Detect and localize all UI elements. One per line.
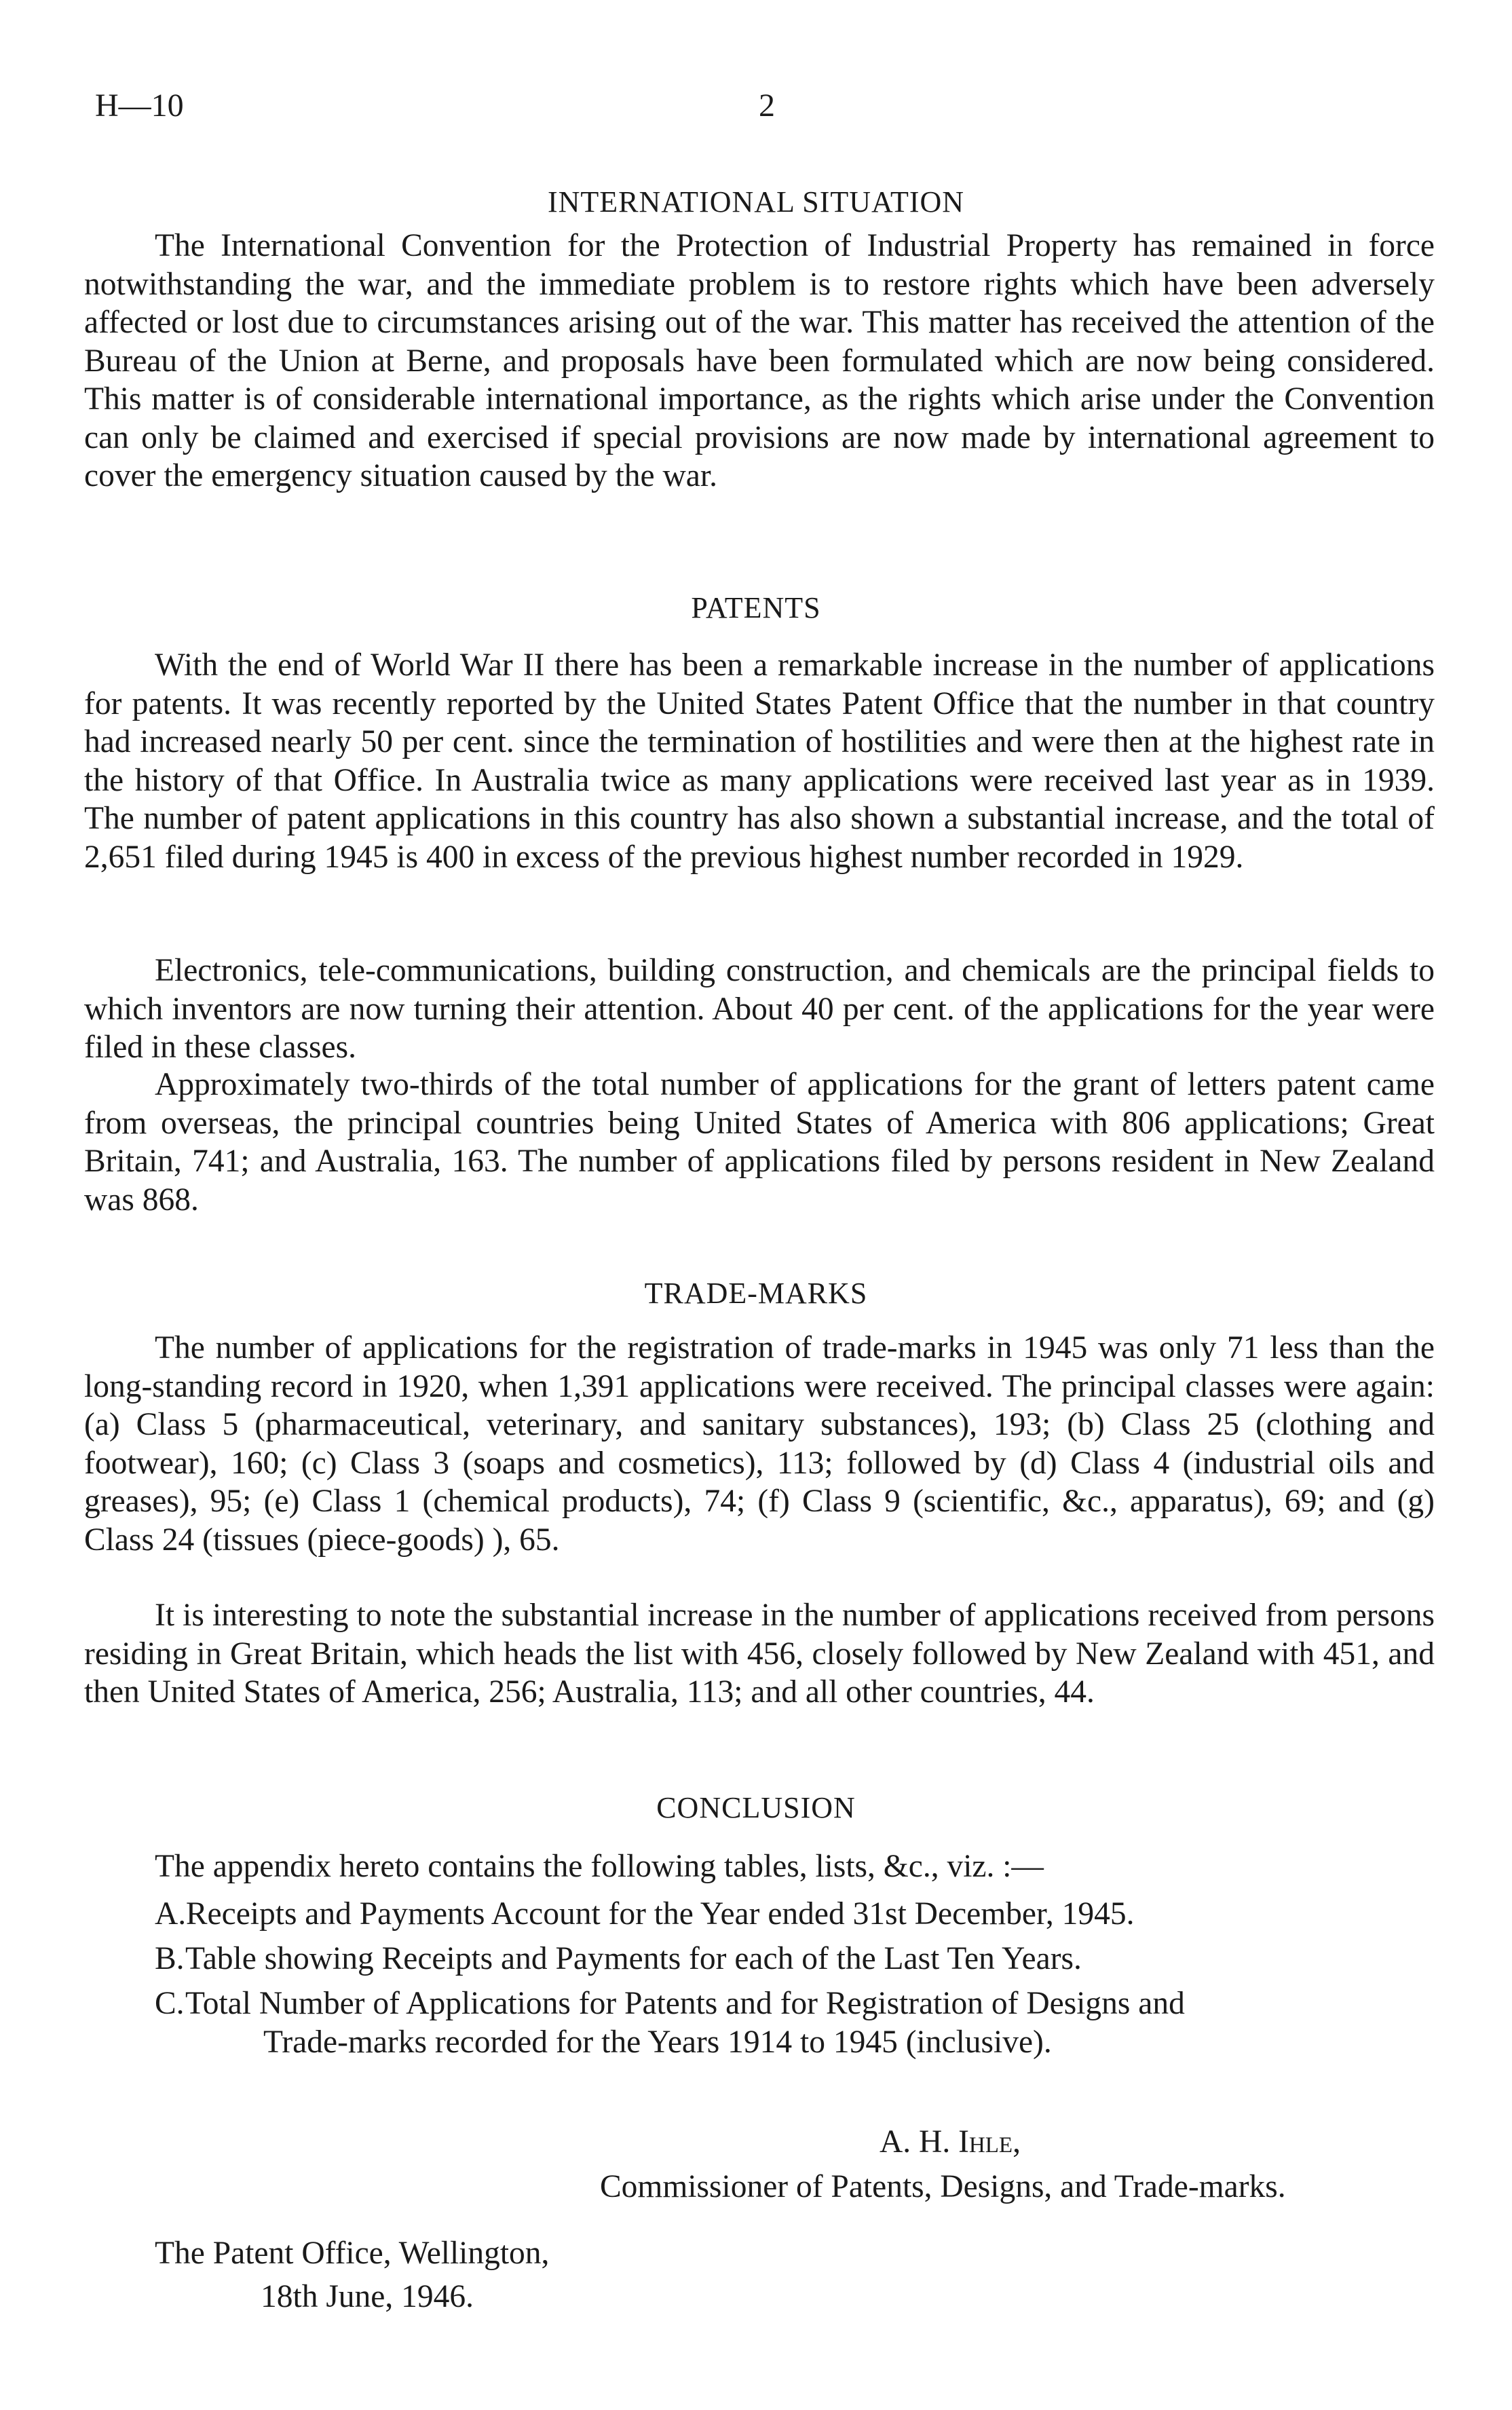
appendix-item-b xyxy=(155,1940,1435,1978)
patents-paragraph-2: Electronics, tele-communications, building construction, and chemicals are the principal fields to which inventors are now turning their attention. About 40 per cent. of the applications for the year were filed in these classes. xyxy=(84,953,1435,1065)
section-heading-patents: PATENTS xyxy=(691,591,821,624)
signatory-title: Commissioner of Patents, Designs, and Trade-marks. xyxy=(600,2169,1286,2204)
running-header xyxy=(95,87,1417,134)
international-paragraph: The International Convention for the Protection of Industrial Property has remained in force notwithstanding the war, and the immediate problem is to restore rights which have been adversely affected or lost due to circumstances arising out of the war. This matter has received the attention of the Bureau of the Union at Berne, and proposals have been formulated which are now being considered. This matter is of considerable international importance, as the rights which arise under the Convention can only be claimed and exercised if special provisions are now made by international agreement to cover the emergency situation caused by the war. xyxy=(84,228,1435,493)
page-number: 2 xyxy=(759,88,775,124)
appendix-letter: A. xyxy=(155,1896,187,1932)
appendix-item-a xyxy=(155,1895,1435,1934)
section-heading-international: INTERNATIONAL SITUATION xyxy=(547,185,965,219)
appendix-item-c xyxy=(155,1984,1435,2061)
patents-paragraph-1: With the end of World War II there has been a remarkable increase in the number of applications for patents. It was recently reported by the United States Patent Office that the number in that country had increased nearly 50 per cent. since the termination of hostilities and were then at the highest rate in the history of that Office. In Australia twice as many applications were received last year as in 1939. The number of patent applications in this country has also shown a substantial increase, and the total of 2,651 filed during 1945 is 400 in excess of the previous highest number recorded in 1929. xyxy=(84,647,1435,875)
appendix-letter: C. xyxy=(155,1986,185,2021)
conclusion-intro: The appendix hereto contains the following tables, lists, &c., viz. :— xyxy=(155,1849,1044,1884)
appendix-text-continuation: Trade-marks recorded for the Years 1914 to 1945 (inclusive). xyxy=(263,2024,1052,2060)
signatory-name: A. H. Ihle, xyxy=(880,2124,1021,2160)
patents-paragraph-3: Approximately two-thirds of the total number of applications for the grant of letters patent came from overseas, the principal countries being United States of America with 806 applications; Great Britain, 741; and Australia, 163. The number of applications filed by persons resident in New Zealand was 868. xyxy=(84,1067,1435,1218)
trademarks-paragraph-2: It is interesting to note the substantial increase in the number of applications received from persons residing in Great Britain, which heads the list with 456, closely followed by New Zealand with 451, and then United States of America, 256; Australia, 113; and all other countries, 44. xyxy=(84,1598,1435,1710)
trademarks-paragraph-1: The number of applications for the registration of trade-marks in 1945 was only 71 less than the long-standing record in 1920, when 1,391 applications were received. The principal classes were again: (a) Class 5 (pharmaceutical, veterinary, and sanitary substances), 193; (b) Class 25 (clothing and footwear), 160; (c) Class 3 (soaps and cosmetics), 113; followed by (d) Class 4 (industrial oils and greases), 95; (e) Class 1 (chemical products), 74; (f) Class 9 (scientific, &c., apparatus), 69; and (g) Class 24 (tissues (piece-goods) ), 65. xyxy=(84,1330,1435,1558)
document-code: H—10 xyxy=(95,88,184,124)
appendix-text: Receipts and Payments Account for the Year ended 31st December, 1945. xyxy=(185,1896,1135,1932)
office-location: The Patent Office, Wellington, xyxy=(155,2236,550,2271)
appendix-text: Total Number of Applications for Patents and for Registration of Designs and xyxy=(185,1986,1185,2021)
appendix-letter: B. xyxy=(155,1941,185,1976)
section-heading-trademarks: TRADE-MARKS xyxy=(644,1277,868,1310)
appendix-text: Table showing Receipts and Payments for each of the Last Ten Years. xyxy=(185,1941,1082,1976)
section-heading-conclusion: CONCLUSION xyxy=(656,1791,856,1824)
signature-date: 18th June, 1946. xyxy=(261,2279,474,2314)
